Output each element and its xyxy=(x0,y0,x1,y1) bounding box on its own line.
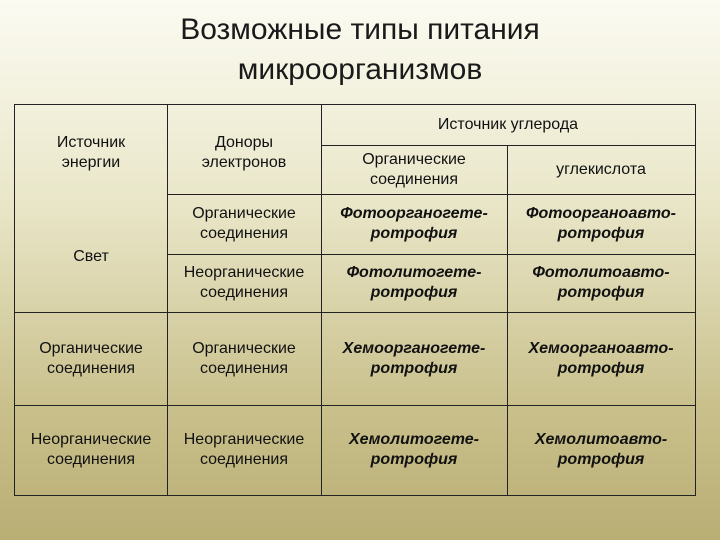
row3-donor: Органические соединения xyxy=(192,339,296,377)
row3-co2-type: Хемоорганоавто- ротрофия xyxy=(528,339,674,377)
header-co2: углекислота xyxy=(556,160,646,178)
row4-co2-type: Хемолитоавто- ротрофия xyxy=(534,431,668,468)
row2-donor: Неорганические соединения xyxy=(183,264,305,301)
row1-donor: Органические соединения xyxy=(192,205,296,242)
header-electron-donors: Доноры электронов xyxy=(201,134,287,171)
slide-title xyxy=(0,10,720,90)
header-carbon-source: Источник углерода xyxy=(437,116,579,133)
title-line-1: Возможные типы питания xyxy=(180,13,540,46)
row3-organic-type: Хемоорганогете- ротрофия xyxy=(342,339,486,377)
row4-donor: Неорганические соединения xyxy=(183,431,305,468)
row1-organic-type: Фотоорганогете- ротрофия xyxy=(340,205,488,242)
header-organic: Органические соединения xyxy=(362,150,466,188)
row2-organic-type: Фотолитогете- ротрофия xyxy=(346,264,482,301)
row3-energy: Органические соединения xyxy=(39,339,143,377)
header-energy-source: Источник энергии xyxy=(56,134,126,171)
energy-light: Свет xyxy=(73,247,109,265)
row2-co2-type: Фотолитоавто- ротрофия xyxy=(532,264,670,301)
row4-organic-type: Хемолитогете- ротрофия xyxy=(349,431,479,468)
title-line-2: микроорганизмов xyxy=(237,53,483,86)
row4-energy: Неорганические соединения xyxy=(30,431,152,468)
nutrition-types-table xyxy=(14,104,696,496)
row1-co2-type: Фотоорганоавто- ротрофия xyxy=(526,205,676,242)
